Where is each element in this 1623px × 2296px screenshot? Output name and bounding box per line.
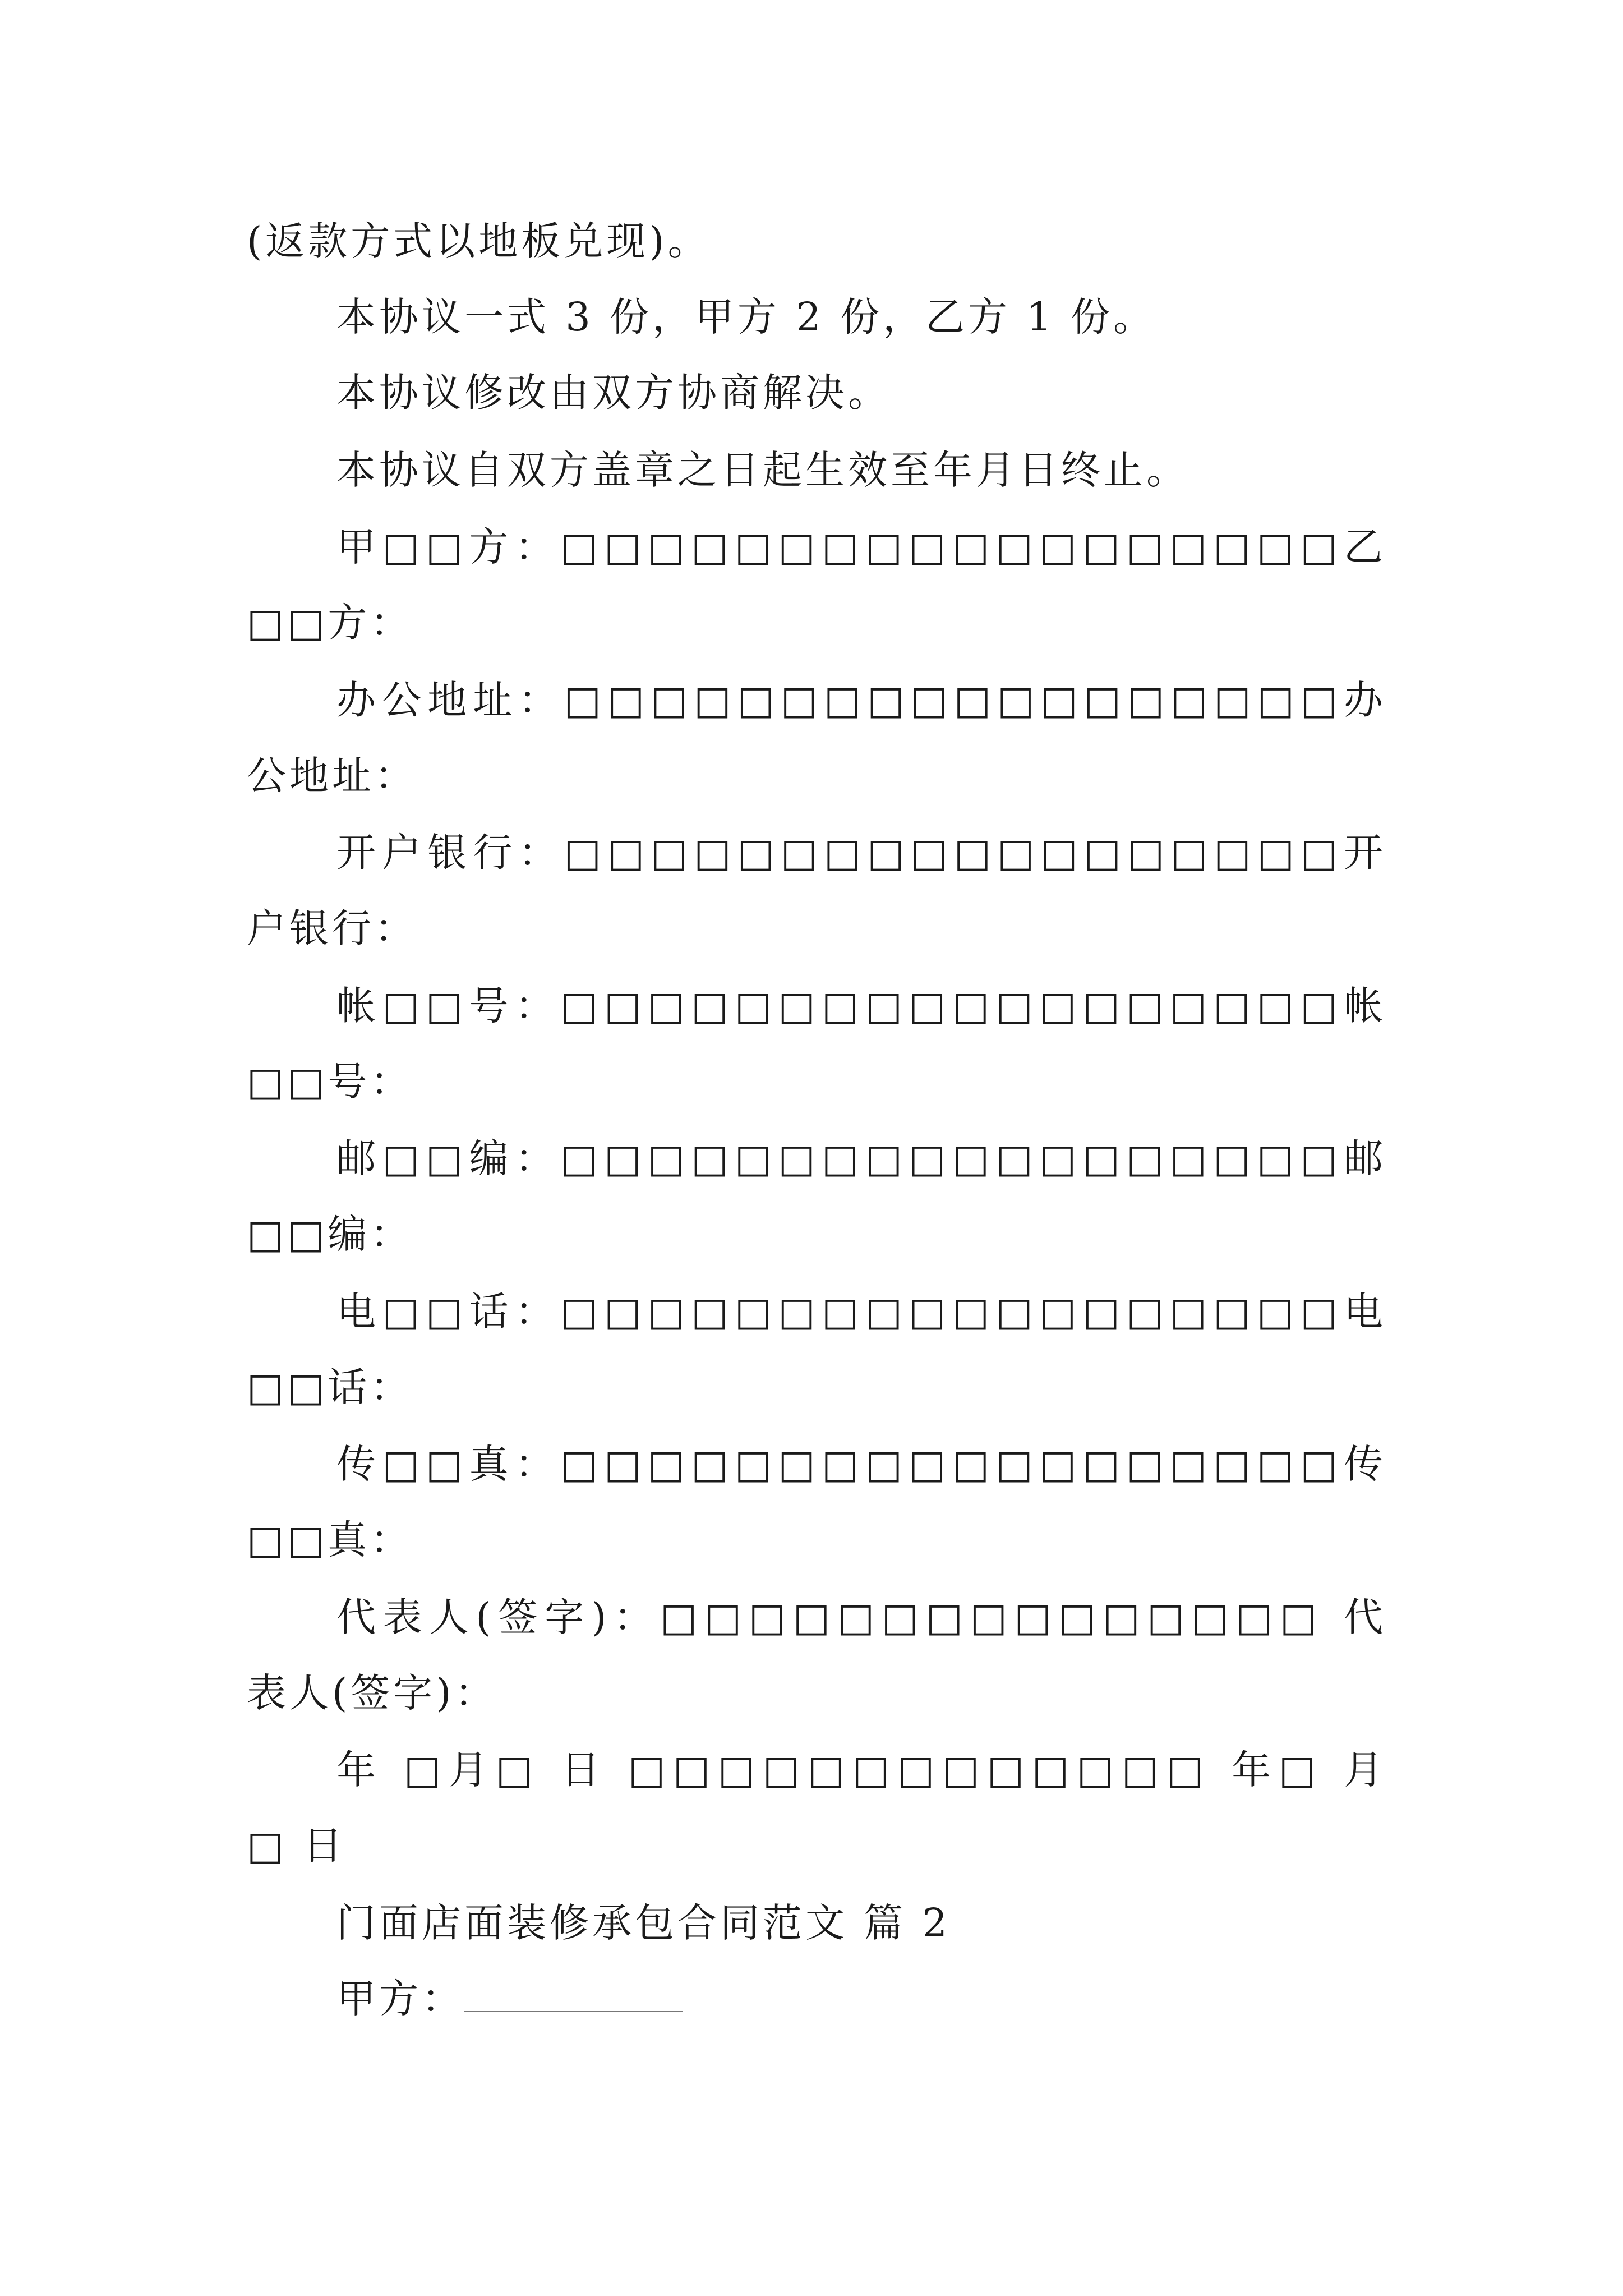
field-representative-cont: 表人(签字)： (247, 1670, 497, 1716)
field-account: 帐□□号：□□□□□□□□□□□□□□□□□□帐 (336, 983, 1386, 1029)
party-a-label: 甲方： (336, 1976, 464, 2022)
paragraph-copies: 本协议一式 3 份，甲方 2 份，乙方 1 份。 (336, 294, 1156, 340)
field-phone: 电□□话：□□□□□□□□□□□□□□□□□□电 (336, 1289, 1386, 1335)
field-postcode-cont: □□编： (247, 1211, 413, 1257)
field-date: 年 □月□ 日 □□□□□□□□□□□□□ 年□ 月 (336, 1747, 1386, 1793)
field-party-a: 甲□□方：□□□□□□□□□□□□□□□□□□乙 (336, 524, 1386, 570)
field-account-cont: □□号： (247, 1059, 413, 1105)
field-office-address: 办公地址：□□□□□□□□□□□□□□□□□□办 (336, 677, 1386, 723)
paragraph-refund-method: (返款方式以地板兑现)。 (247, 218, 711, 264)
field-fax-cont: □□真： (247, 1517, 413, 1563)
field-representative: 代表人(签字)：□□□□□□□□□□□□□□□ 代 (336, 1594, 1386, 1640)
field-phone-cont: □□话： (247, 1364, 413, 1410)
field-bank: 开户银行：□□□□□□□□□□□□□□□□□□开 (336, 830, 1386, 876)
field-date-cont: □ 日 (247, 1823, 346, 1869)
field-office-address-cont: 公地址： (247, 753, 417, 799)
party-a-field (336, 1971, 683, 2027)
section-heading: 门面店面装修承包合同范文 篇 2 (336, 1900, 951, 1946)
field-party-b: □□方： (247, 600, 413, 646)
paragraph-effective-date: 本协议自双方盖章之日起生效至年月日终止。 (336, 447, 1189, 493)
field-fax: 传□□真：□□□□□□□□□□□□□□□□□□传 (336, 1441, 1386, 1487)
paragraph-amendment: 本协议修改由双方协商解决。 (336, 370, 891, 416)
field-bank-cont: 户银行： (247, 905, 417, 951)
signature-line (464, 1972, 683, 2012)
field-postcode: 邮□□编：□□□□□□□□□□□□□□□□□□邮 (336, 1135, 1386, 1181)
